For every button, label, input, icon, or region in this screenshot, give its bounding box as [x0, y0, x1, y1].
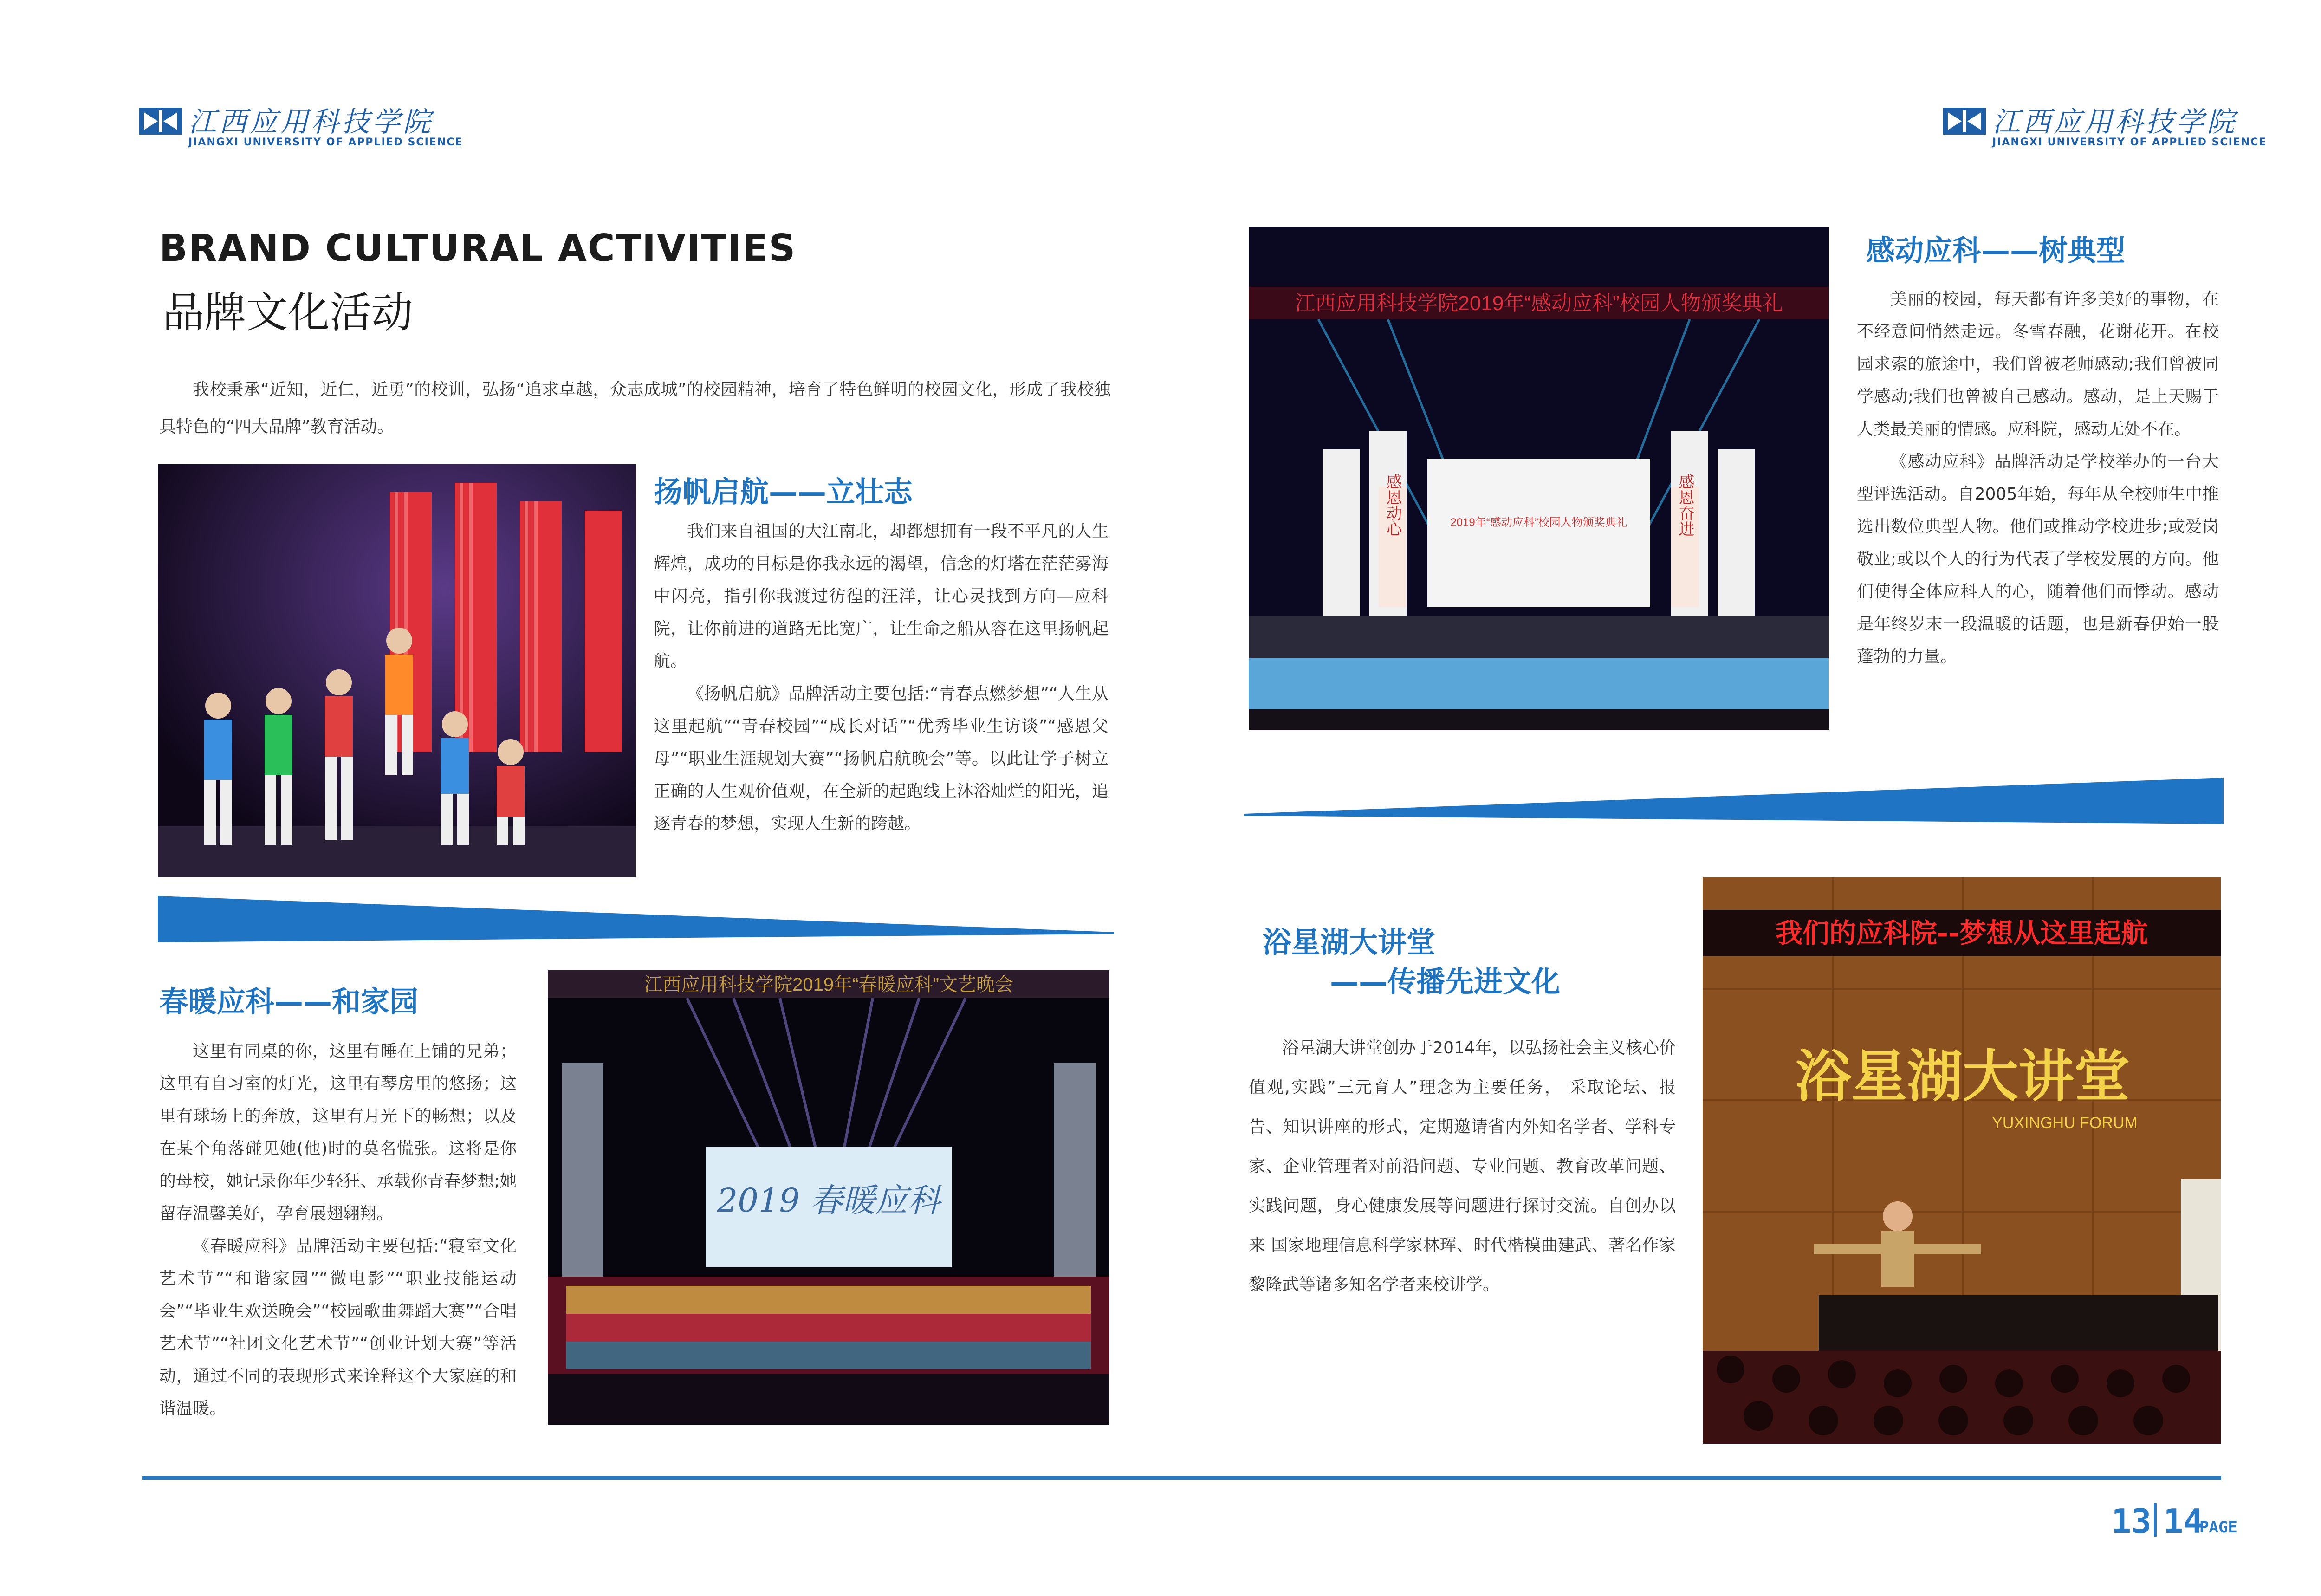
section-title-chunnuan: 春暖应科——和家园	[159, 985, 419, 1019]
university-emblem-icon	[1943, 108, 1986, 135]
page-number-separator	[2154, 1503, 2157, 1537]
gandong-left-scroll: 感恩动心	[1383, 474, 1402, 537]
section-body-yangfan	[654, 515, 1109, 840]
gandong-right-scroll: 感恩奋进	[1676, 474, 1694, 537]
section-body-gandong	[1857, 283, 2219, 673]
yuxing-sign-english: YUXINGHU FORUM	[1992, 1114, 2138, 1132]
logo-right	[1943, 106, 2267, 149]
section-title-yuxing-line1: 浴星湖大讲堂	[1263, 925, 1436, 959]
gandong-paragraph-1: 美丽的校园，每天都有许多美好的事物，在不经意间悄然走远。冬雪春融，花谢花开。在校园求索的旅途中，我们曾被老师感动;我们曾被同学感动;我们也曾被自己感动。感动，是上天赐于人类最美丽的情感。应科院，感动无处不在。	[1857, 290, 2219, 439]
gandong-paragraph-2: 《感动应科》品牌活动是学校举办的一台大型评选活动。自2005年始，每年从全校师生中推选出数位典型人物。他们或推动学校进步;或爱岗敬业;或以个人的行为代表了学校发展的方向。他们使得全体应科人的心，随着他们而悸动。感动是年终岁末一段温暖的话题，也是新春伊始一股蓬勃的力量。	[1857, 452, 2219, 666]
footer-rule	[142, 1476, 2221, 1480]
logo-english-name: JIANGXI UNIVERSITY OF APPLIED SCIENCE	[188, 136, 463, 148]
brand-title-chinese: 品牌文化活动	[162, 288, 413, 337]
section-title-gandong: 感动应科——树典型	[1866, 234, 2126, 267]
logo-chinese-name: 江西应用科技学院	[188, 106, 434, 138]
gandong-screen-text: 2019年“感动应科”校园人物颁奖典礼	[1450, 516, 1627, 529]
section-body-chunnuan	[159, 1035, 517, 1425]
logo-left	[139, 106, 463, 149]
section-title-yangfan: 扬帆启航——立壮志	[654, 475, 913, 509]
university-emblem-icon	[139, 108, 182, 135]
photo-yangfan-dance	[158, 464, 636, 877]
logo-english-name: JIANGXI UNIVERSITY OF APPLIED SCIENCE	[1992, 136, 2267, 148]
yangfan-paragraph-2: 《扬帆启航》品牌活动主要包括:“青春点燃梦想”“人生从这里起航”“青春校园”“成长对话”“优秀毕业生访谈”“感恩父母”“职业生涯规划大赛”“扬帆启航晚会”等。以此让学子树立正确的人生观价值观，在全新的起跑线上沐浴灿烂的阳光，追逐青春的梦想，实现人生新的跨越。	[654, 684, 1109, 833]
yuxing-paragraph-1: 浴星湖大讲堂创办于2014年，以弘扬社会主义核心价值观,实践”三元育人”理念为主要任务， 采取论坛、报告、知识讲座的形式，定期邀请省内外知名学者、学科专家、企业管理者对前沿问题、专业问题、教育改革问题、实践问题，身心健康发展等问题进行探讨交流。自创办以来 国家地理信息科学家林珲、时代楷模曲建武、著名作家黎隆武等诸多知名学者来校讲学。	[1249, 1038, 1676, 1294]
divider-slant-right	[1244, 778, 2224, 829]
photo-gandong-ceremony	[1249, 227, 1829, 730]
brand-intro	[159, 371, 1111, 446]
chunnuan-paragraph-1: 这里有同桌的你，这里有睡在上铺的兄弟；这里有自习室的灯光，这里有琴房里的悠扬；这里有球场上的奔放，这里有月光下的畅想；以及在某个角落碰见她(他)时的莫名慌张。这将是你的母校，她记录你年少轻狂、承载你青春梦想;她留存温馨美好，孕育展翅翱翔。	[159, 1042, 517, 1223]
section-body-yuxing	[1249, 1028, 1676, 1304]
chunnuan-paragraph-2: 《春暖应科》品牌活动主要包括:“寝室文化艺术节”“和谐家园”“微电影”“职业技能运动会”“毕业生欢送晚会”“校园歌曲舞蹈大赛”“合唱艺术节”“社团文化艺术节”“创业计划大赛”等活动，通过不同的表现形式来诠释这个大家庭的和谐温暖。	[159, 1237, 517, 1418]
chunnuan-screen-text: 2019 春暖应科	[717, 1181, 940, 1220]
gandong-banner-text: 江西应用科技学院2019年“感动应科”校园人物颁奖典礼	[1295, 292, 1783, 315]
page-label: PAGE	[2199, 1518, 2237, 1537]
logo-chinese-name: 江西应用科技学院	[1992, 106, 2237, 138]
photo-chunnuan-stage	[548, 970, 1109, 1425]
yuxing-led-text: 我们的应科院--梦想从这里起航	[1775, 917, 2148, 949]
brand-title-english: BRAND CULTURAL ACTIVITIES	[159, 227, 797, 270]
page-number-left: 13	[2111, 1502, 2152, 1541]
yangfan-paragraph-1: 我们来自祖国的大江南北，却都想拥有一段不平凡的人生辉煌，成功的目标是你我永远的渴望，信念的灯塔在茫茫雾海中闪亮，指引你我渡过彷徨的汪洋，让心灵找到方向—应科院，让你前进的道路无比宽广，让生命之船从容在这里扬帆起航。	[654, 522, 1109, 671]
yuxing-sign-text: 浴星湖大讲堂	[1796, 1045, 2130, 1109]
section-title-yuxing-line2: ——传播先进文化	[1330, 965, 1561, 999]
photo-yuxing-forum	[1703, 877, 2221, 1444]
chunnuan-banner-text: 江西应用科技学院2019年“春暖应科”文艺晚会	[644, 974, 1013, 995]
divider-slant-left	[158, 896, 1114, 942]
brand-intro-text: 我校秉承“近知，近仁，近勇”的校训，弘扬“追求卓越，众志成城”的校园精神，培育了特色鲜明的校园文化，形成了我校独具特色的“四大品牌”教育活动。	[159, 380, 1111, 436]
page-number-right: 14	[2163, 1502, 2204, 1541]
